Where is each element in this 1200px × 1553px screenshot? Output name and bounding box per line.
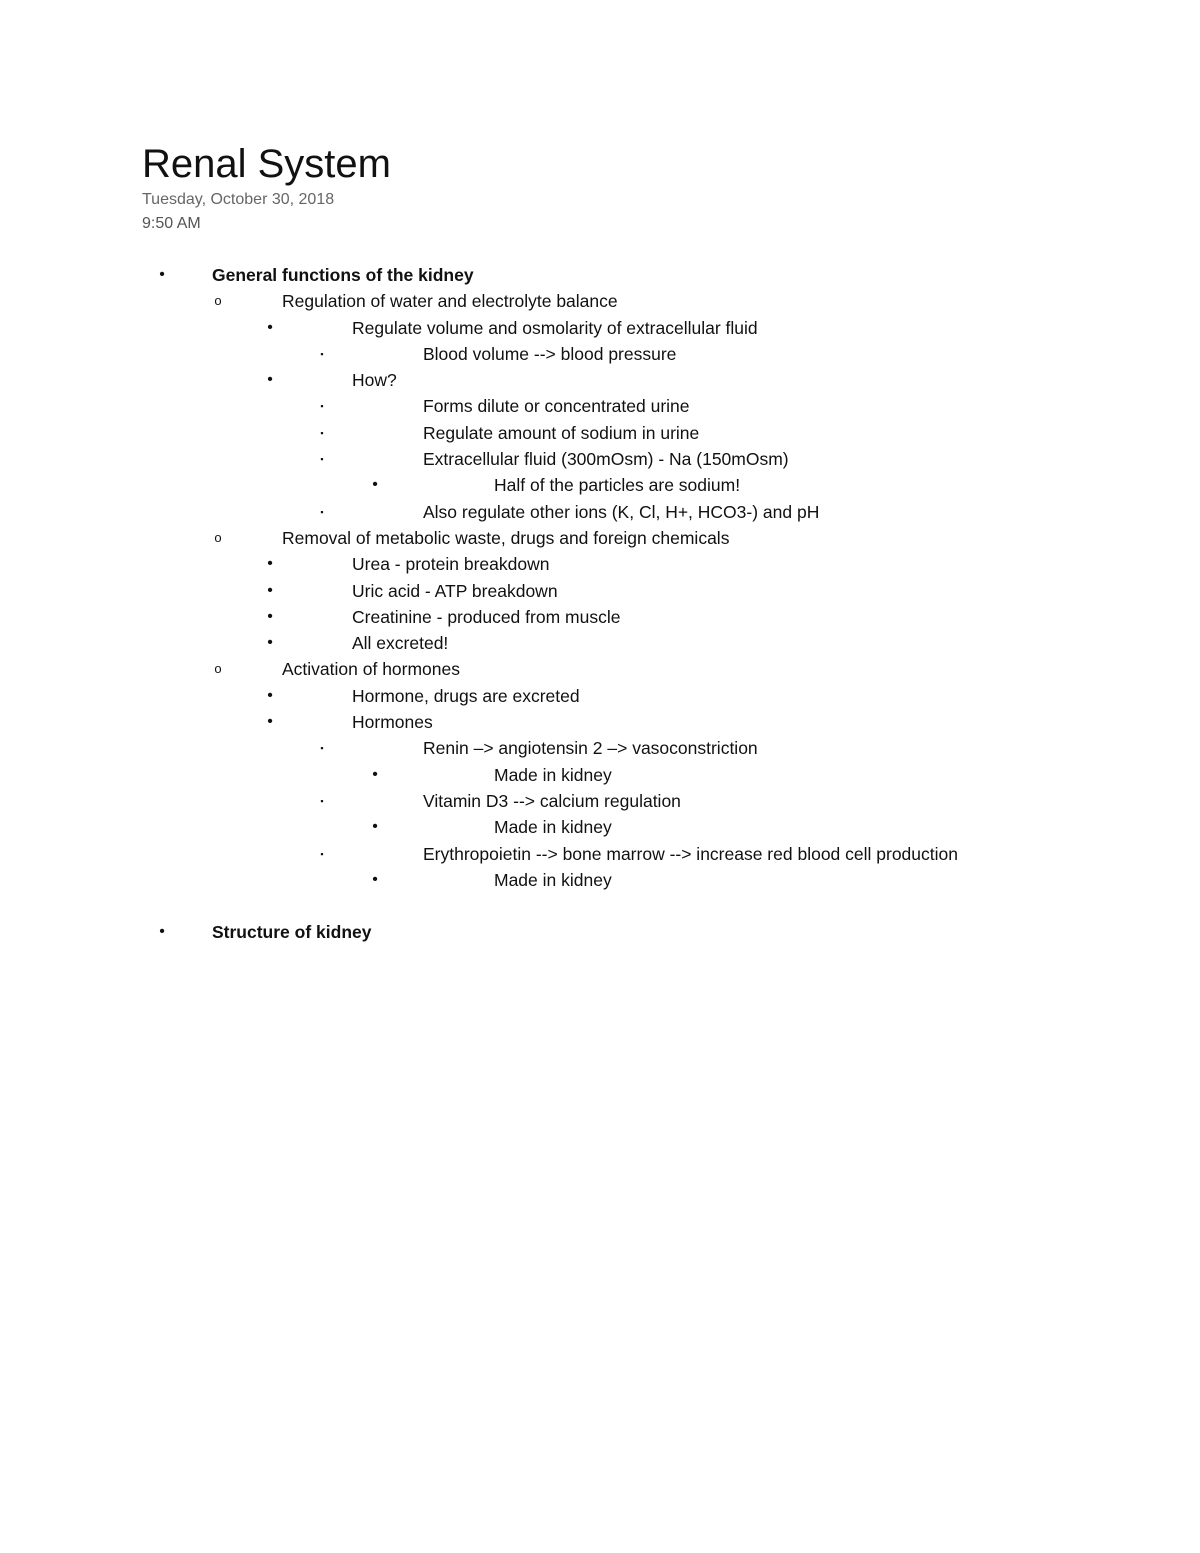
outline-item bbox=[0, 420, 1200, 446]
outline-item bbox=[0, 551, 1200, 577]
disc-bullet-icon: • bbox=[267, 371, 273, 389]
disc-bullet-icon: • bbox=[267, 634, 273, 652]
square-bullet-icon: ▪ bbox=[320, 506, 324, 517]
outline-item-text: Regulate amount of sodium in urine bbox=[423, 422, 700, 443]
disc-bullet-icon: • bbox=[372, 476, 378, 494]
outline-item bbox=[0, 578, 1200, 604]
note-title: Renal System bbox=[142, 142, 391, 186]
disc-bullet-icon: • bbox=[267, 607, 273, 625]
outline-item bbox=[0, 683, 1200, 709]
outline-item bbox=[0, 499, 1200, 525]
outline-list bbox=[0, 262, 1200, 946]
circle-bullet-icon: o bbox=[214, 661, 222, 677]
outline-item bbox=[0, 525, 1200, 551]
outline-item bbox=[0, 630, 1200, 656]
outline-item-text: Erythropoietin --> bone marrow --> increase red blood cell production bbox=[423, 843, 958, 864]
outline-item-text: Hormone, drugs are excreted bbox=[352, 685, 580, 706]
outline-item-text: Made in kidney bbox=[494, 764, 612, 785]
outline-spacer bbox=[0, 893, 1200, 919]
outline-item-text: Creatinine - produced from muscle bbox=[352, 606, 621, 627]
outline-item bbox=[0, 446, 1200, 472]
outline-item bbox=[0, 604, 1200, 630]
square-bullet-icon: ▪ bbox=[320, 454, 324, 465]
outline-item bbox=[0, 367, 1200, 393]
circle-bullet-icon: o bbox=[214, 293, 222, 309]
square-bullet-icon: ▪ bbox=[320, 427, 324, 438]
outline-item bbox=[0, 788, 1200, 814]
disc-bullet-icon: • bbox=[372, 818, 378, 836]
square-bullet-icon: ▪ bbox=[320, 743, 324, 754]
outline-item-text: Also regulate other ions (K, Cl, H+, HCO3-) and pH bbox=[423, 501, 820, 522]
outline-item-text: How? bbox=[352, 370, 397, 391]
outline-item bbox=[0, 262, 1200, 288]
disc-bullet-icon: • bbox=[267, 686, 273, 704]
disc-bullet-icon: • bbox=[159, 266, 165, 283]
disc-bullet-icon: • bbox=[372, 765, 378, 783]
outline-item bbox=[0, 814, 1200, 840]
outline-item-text: Regulate volume and osmolarity of extracellular fluid bbox=[352, 317, 758, 338]
outline-item-text: Structure of kidney bbox=[212, 922, 372, 943]
disc-bullet-icon: • bbox=[267, 555, 273, 573]
outline-item-text: Activation of hormones bbox=[282, 659, 461, 680]
outline-item bbox=[0, 315, 1200, 341]
disc-bullet-icon: • bbox=[159, 923, 165, 941]
outline-item-text: Vitamin D3 --> calcium regulation bbox=[423, 790, 681, 811]
square-bullet-icon: ▪ bbox=[320, 348, 324, 359]
outline-item-text: Half of the particles are sodium! bbox=[494, 475, 741, 496]
outline-item-text: General functions of the kidney bbox=[212, 265, 474, 285]
disc-bullet-icon: • bbox=[267, 581, 273, 599]
outline-item-text: All excreted! bbox=[352, 633, 449, 654]
outline-item-text: Hormones bbox=[352, 712, 433, 733]
outline-item-text: Made in kidney bbox=[494, 869, 612, 890]
disc-bullet-icon: • bbox=[267, 713, 273, 731]
outline-item-text: Urea - protein breakdown bbox=[352, 554, 550, 575]
outline-item bbox=[0, 288, 1200, 314]
outline-item bbox=[0, 919, 1200, 945]
outline-item-text: Removal of metabolic waste, drugs and foreign chemicals bbox=[282, 527, 730, 548]
outline-item-text: Extracellular fluid (300mOsm) - Na (150mOsm) bbox=[423, 449, 789, 470]
disc-bullet-icon: • bbox=[372, 870, 378, 888]
outline-item bbox=[0, 341, 1200, 367]
outline-item bbox=[0, 841, 1200, 867]
outline-item bbox=[0, 762, 1200, 788]
note-date: Tuesday, October 30, 2018 bbox=[142, 191, 335, 208]
square-bullet-icon: ▪ bbox=[320, 795, 324, 806]
outline-item bbox=[0, 867, 1200, 893]
outline-item bbox=[0, 735, 1200, 761]
outline-item-text: Made in kidney bbox=[494, 817, 612, 838]
square-bullet-icon: ▪ bbox=[320, 848, 324, 859]
outline-item-text: Uric acid - ATP breakdown bbox=[352, 580, 558, 601]
outline-item bbox=[0, 656, 1200, 682]
outline-item-text: Renin –> angiotensin 2 –> vasoconstriction bbox=[423, 738, 758, 759]
outline-item-text: Forms dilute or concentrated urine bbox=[423, 396, 690, 417]
outline-item-text: Regulation of water and electrolyte balance bbox=[282, 291, 618, 312]
outline-item bbox=[0, 709, 1200, 735]
outline-item bbox=[0, 393, 1200, 419]
disc-bullet-icon: • bbox=[267, 318, 273, 336]
circle-bullet-icon: o bbox=[214, 529, 222, 545]
note-time: 9:50 AM bbox=[142, 215, 201, 232]
outline-item-text: Blood volume --> blood pressure bbox=[423, 343, 677, 364]
square-bullet-icon: ▪ bbox=[320, 401, 324, 412]
outline-item bbox=[0, 472, 1200, 498]
